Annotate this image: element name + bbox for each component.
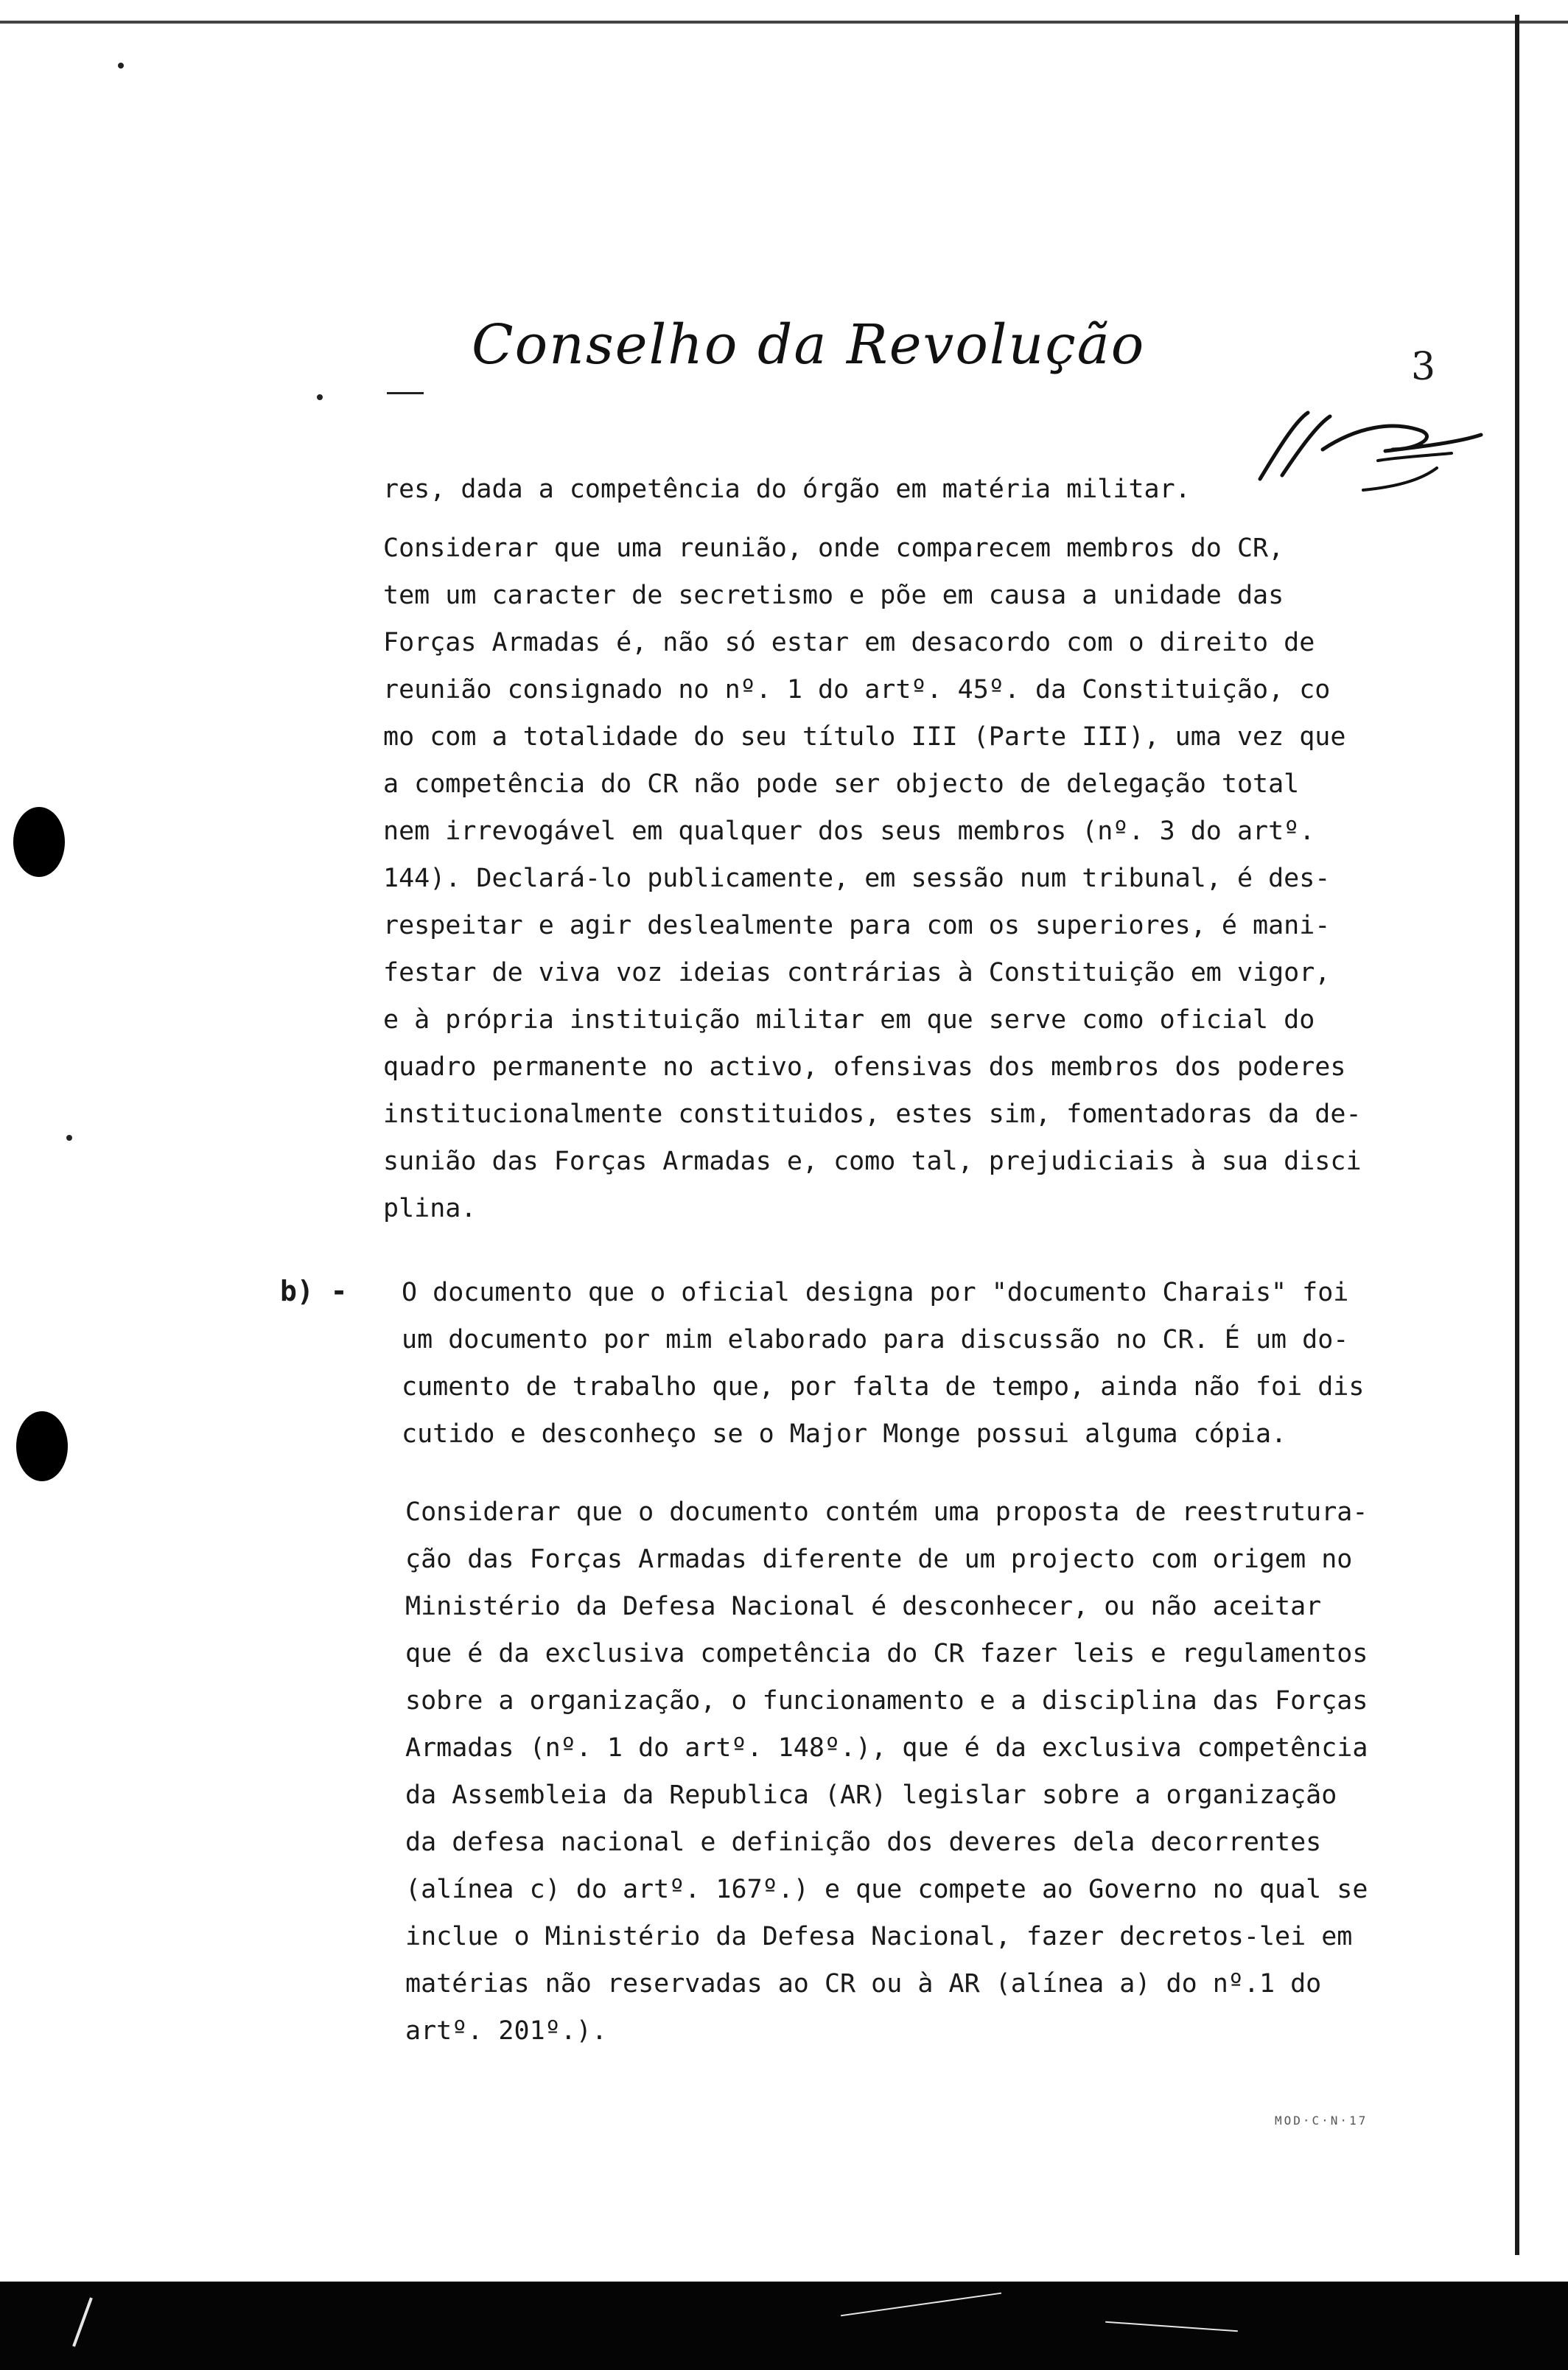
scan-top-edge (0, 0, 1568, 24)
punch-hole-upper (13, 807, 65, 877)
paragraph-considerar-documento: Considerar que o documento contém uma proposta de reestrutura- ção das Forças Armadas diferente de um projecto com origem no Ministério da Defesa Nacional é desconhecer, ou não aceitar que é da exclusiva competência do CR fazer leis e regulamentos sobre a organização, o funcionamento e a disciplina das Forças Armadas (nº. 1 do artº. 148º.), que é da exclusiva competência da Assembleia da Republica (AR) legislar sobre a organização da defesa nacional e definição dos deveres dela decorrentes (alínea c) do artº. 167º.) e que compete ao Governo no qual se inclue o Ministério da Defesa Nacional, fazer decretos-lei em matérias não reservadas ao CR ou à AR (alínea a) do nº.1 do artº. 201º.). (405, 1497, 1368, 2046)
scan-speck (118, 63, 124, 69)
item-b-label: b) - (280, 1275, 348, 1307)
header-dash (387, 392, 424, 394)
paragraph-continuation: res, dada a competência do órgão em matéria militar. (383, 475, 1191, 504)
page-number: 3 (1411, 345, 1436, 389)
form-code: MOD·C·N·17 (1275, 2114, 1368, 2128)
scan-speck (66, 1135, 72, 1141)
punch-hole-lower (16, 1411, 68, 1481)
scan-speck (317, 394, 323, 400)
paragraph-documento-charais: O documento que o oficial designa por "documento Charais" foi um documento por mim elaborado para discussão no CR. É um do- cumento de trabalho que, por falta de tempo, ainda não foi dis cutido e desconheço se o Major Monge possui alguma cópia. (402, 1278, 1365, 1449)
paragraph-considerar-reuniao: Considerar que uma reunião, onde comparecem membros do CR, tem um caracter de secretismo e põe em causa a unidade das Forças Armadas é, não só estar em desacordo com o direito de reunião consignado no nº. 1 do artº. 45º. da Constituição, co mo com a totalidade do seu título III (Parte III), uma vez que a competência do CR não pode ser objecto de delegação total nem irrevogável em qualquer dos seus membros (nº. 3 do artº. 144). Declará-lo publicamente, em sessão num tribunal, é des- respeitar e agir deslealmente para com os superiores, é mani- festar de viva voz ideias contrárias à Constituição em vigor, e à própria instituição militar em que serve como oficial do quadro permanente no activo, ofensivas dos membros dos poderes institucionalmente constituidos, estes sim, fomentadoras da de- sunião das Forças Armadas e, como tal, prejudiciais à sua disci plina. (383, 534, 1362, 1223)
page-right-rule (1515, 15, 1519, 2255)
scan-bottom-band (0, 2282, 1568, 2370)
letterhead: Conselho da Revolução (472, 313, 1146, 377)
